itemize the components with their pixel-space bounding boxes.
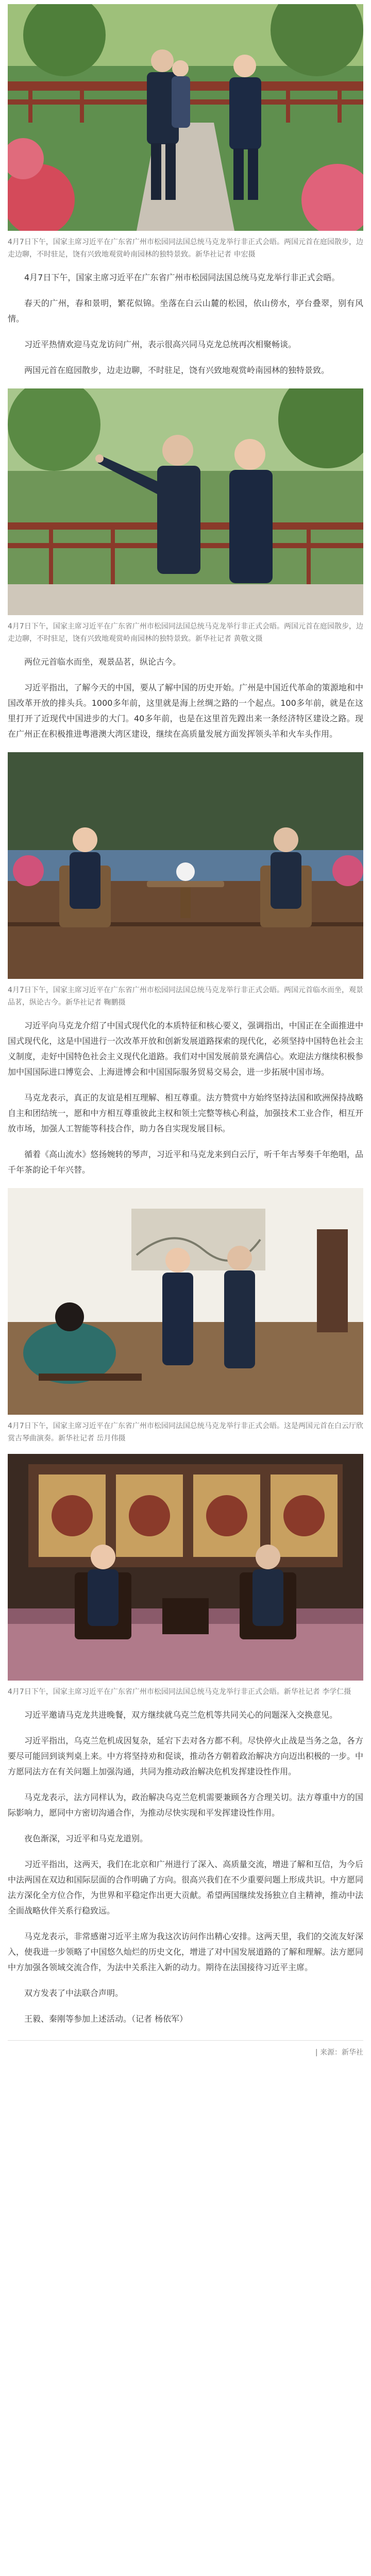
- paragraph: 习近平指出，了解今天的中国，要从了解中国的历史开始。广州是中国近代革命的策源地和中国改革开放的排头兵。1000多年前，这里就是海上丝绸之路的一个起点。100多年前，就是在这里打开了近现代中国进步的大门。40多年前，也是在这里首先蹚出来一条经济特区建设之路。现在广州正在积极推进粤港澳大湾区建设，继续在高质量发展方面发挥领头羊和火车头作用。: [8, 683, 363, 739]
- photo-guqin-performance: [8, 1188, 363, 1415]
- paragraph: 习近平热情欢迎马克龙访问广州，表示很高兴同马克龙总统再次相聚畅谈。: [24, 340, 297, 349]
- paragraph: 习近平指出，这两天，我们在北京和广州进行了深入、高质量交流，增进了解和互信，为今后中法两国在双边和国际层面的合作明确了方向。很高兴我们在不少重要问题上形成共识。中方愿同法方深化全方位合作，为世界和平稳定作出更大贡献。希望两国继续发扬独立自主精神，推动中法全面战略伙伴关系行稳致远。: [8, 1859, 363, 1916]
- photo-leaders-pointing: [8, 388, 363, 615]
- paragraph: 习近平邀请马克龙共进晚餐，双方继续就乌克兰危机等共同关心的问题深入交换意见。: [24, 1710, 338, 1720]
- paragraph: 夜色渐深，习近平和马克龙道别。: [24, 1834, 148, 1843]
- article: [0, 4, 371, 2067]
- paragraph: 双方发表了中法联合声明。: [24, 1988, 124, 1998]
- leaders-pointing-image: [8, 388, 363, 615]
- photo-garden-walk: [8, 4, 363, 231]
- seated-by-water-image: [8, 752, 363, 979]
- caption: 4月7日下午，国家主席习近平在广东省广州市松园同法国总统马克龙举行非正式会晤。新华社记者 李学仁摄: [8, 1688, 351, 1696]
- paragraph: 两位元首临水而坐，观景品茗，纵论古今。: [24, 657, 181, 667]
- paragraph: 习近平向马克龙介绍了中国式现代化的本质特征和核心要义，强调指出，中国正在全面推进中国式现代化，这是中国进行一次改革开放和创新发展道路探索的现代化，必须坚持中国特色社会主义制度，走好中国特色社会主义现代化道路。我们对中国发展前景充满信心。欢迎法方继续积极参加中国国际进口博览会、上海进博会和中国国际服务贸易交易会，进一步拓展中国市场。: [8, 1021, 363, 1077]
- formal-meeting-image: [8, 1454, 363, 1681]
- paragraph: 马克龙表示，非常感谢习近平主席为我这次访问作出精心安排。这两天里，我们的交流友好深入，使我进一步领略了中国悠久灿烂的历史文化，增进了对中国发展道路的了解和理解。法方愿同中方加强各领域交流合作，为法中关系注入新的动力。期待在法国接待习近平主席。: [8, 1931, 363, 1972]
- guqin-performance-image: [8, 1188, 363, 1415]
- paragraph: 马克龙表示，真正的友谊是相互理解、相互尊重。法方赞赏中方始终坚持法国和欧洲保持战略自主和团结统一，愿和中方相互尊重彼此主权和领土完整等核心利益，加强技术工业合作，相互开放市场，加强人工智能等科技合作，助力各自实现发展目标。: [8, 1093, 363, 1133]
- caption: 4月7日下午，国家主席习近平在广东省广州市松园同法国总统马克龙举行非正式会晤。两国元首临水而坐，观景品茗，纵论古今。新华社记者 鞠鹏摄: [8, 986, 363, 1007]
- paragraph: 马克龙表示，法方同样认为，政治解决乌克兰危机需要兼顾各方合理关切。法方尊重中方的国际影响力，愿同中方密切沟通合作，为推动尽快实现和平发挥建设性作用。: [8, 1792, 363, 1818]
- photo-formal-meeting: [8, 1454, 363, 1681]
- paragraph: 循着《高山流水》悠扬婉转的琴声，习近平和马克龙来到白云厅，听千年古琴奏千年绝唱，品千年茶韵论千年兴替。: [8, 1149, 363, 1175]
- source-label: | 来源：新华社: [315, 2048, 363, 2057]
- paragraph: 4月7日下午，国家主席习近平在广东省广州市松园同法国总统马克龙举行非正式会晤。: [24, 273, 340, 282]
- paragraph: 王毅、秦刚等参加上述活动。（记者 杨依军）: [24, 2014, 188, 2024]
- photo-seated-by-water: [8, 752, 363, 979]
- caption: 4月7日下午，国家主席习近平在广东省广州市松园同法国总统马克龙举行非正式会晤。这是两国元首在白云厅欣赏古琴曲演奏。新华社记者 岳月伟摄: [8, 1422, 363, 1443]
- paragraph: 两国元首在庭园散步，边走边聊，不时驻足，饶有兴致地观赏岭南园林的独特景致。: [24, 365, 330, 375]
- source-footer: [8, 2040, 363, 2067]
- paragraph: 春天的广州，春和景明，繁花似锦。坐落在白云山麓的松园，依山傍水，亭台叠翠，别有风情。: [8, 298, 363, 324]
- caption: 4月7日下午，国家主席习近平在广东省广州市松园同法国总统马克龙举行非正式会晤。两国元首在庭园散步，边走边聊，不时驻足，饶有兴致地观赏岭南园林的独特景致。新华社记者 黄敬文摄: [8, 622, 363, 643]
- garden-walk-image: [8, 4, 363, 231]
- paragraph: 习近平指出，乌克兰危机成因复杂，延宕下去对各方都不利。尽快停火止战是当务之急，各方要尽可能回到谈判桌上来。中方将坚持劝和促谈，推动各方朝着政治解决方向迈出积极的一步。中方愿同法方在有关问题上加强沟通，共同为推动政治解决危机发挥建设性作用。: [8, 1736, 363, 1776]
- caption: 4月7日下午，国家主席习近平在广东省广州市松园同法国总统马克龙举行非正式会晤。两国元首在庭园散步，边走边聊，不时驻足，饶有兴致地观赏岭南园林的独特景致。新华社记者 申宏摄: [8, 238, 363, 259]
